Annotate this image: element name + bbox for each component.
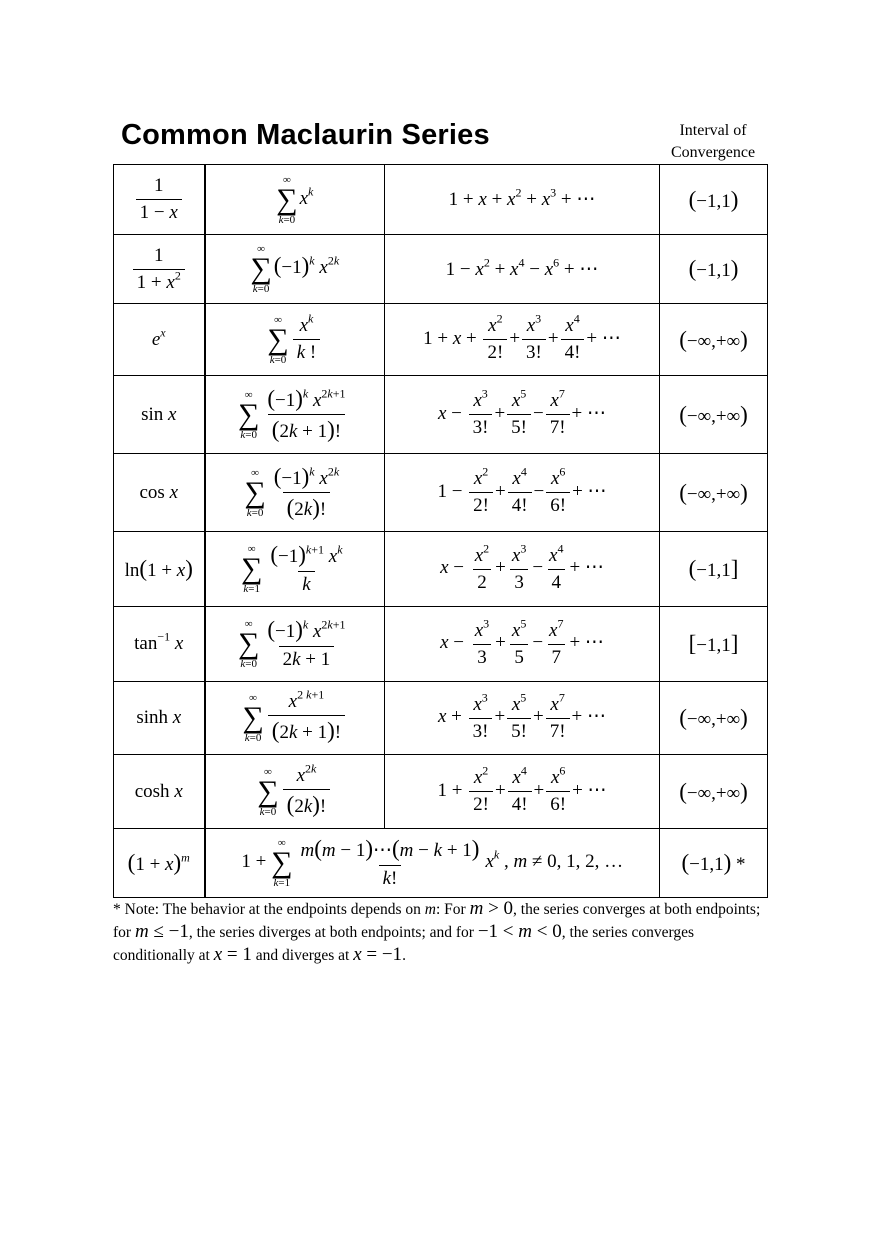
function-cell: cosh x <box>114 755 205 829</box>
expansion-cell: x − $\frac{x^3}{3}$ + $\frac{x^5}{5}$ − $\frac{x^7}{7}$ + ⋯ <box>385 607 660 682</box>
function-cell: $e^x$ <box>114 304 205 376</box>
table-row <box>114 376 768 454</box>
interval-column-header: Interval of Convergence <box>670 122 756 161</box>
expansion-cell: x + $\frac{x^3}{3!}$ + $\frac{x^5}{5!}$ + $\frac{x^7}{7!}$ + ⋯ <box>385 682 660 755</box>
function-cell: sinh x <box>114 682 205 755</box>
table-row <box>114 607 768 682</box>
function-cell: $\frac{1}{1 + x^2}$ <box>114 235 205 304</box>
binomial-series-cell: 1 + ∞ ∑ k=1 $\frac{m(m - 1)\cdots(m - k + 1)}{k!}$ $x^k$ , m ≠ 0, 1, 2, … <box>205 829 660 898</box>
table-row <box>114 454 768 532</box>
endpoint-note: * Note: The behavior at the endpoints depends on m: For m > 0, the series converges at both endpoints; for m ≤ −1, the series diverges at both endpoints; and for −1 < m < 0, the series converges conditionally at x = 1 and diverges at x = −1. <box>113 898 761 965</box>
interval-cell: [−1,1] <box>660 607 768 682</box>
function-cell: $(1 + x)^m$ <box>114 829 205 898</box>
sigma-cell: ∞ ∑ k=0 $x^k$ <box>205 165 385 235</box>
table-row <box>114 532 768 607</box>
function-cell: sin x <box>114 376 205 454</box>
expansion-cell: 1 + $\frac{x^2}{2!}$ + $\frac{x^4}{4!}$ + $\frac{x^6}{6!}$ + ⋯ <box>385 755 660 829</box>
sigma-cell: ∞ ∑ k=0 $\frac{x^{2k}}{(2k)!}$ <box>205 755 385 829</box>
function-cell: ln(1 + x) <box>114 532 205 607</box>
sigma-cell: ∞ ∑ k=0 $\frac{(-1)^k x^{2k}}{(2k)!}$ <box>205 454 385 532</box>
sigma-cell: ∞ ∑ k=0 $\frac{x^{2 k+1}}{(2k + 1)!}$ <box>205 682 385 755</box>
sigma-cell: ∞ ∑ k=0 $\frac{x^k}{k !}$ <box>205 304 385 376</box>
expansion-cell: 1 + x + $\frac{x^2}{2!}$ + $\frac{x^3}{3!}$ + $\frac{x^4}{4!}$ + ⋯ <box>385 304 660 376</box>
interval-cell: (−∞,+∞) <box>660 304 768 376</box>
table-row <box>114 682 768 755</box>
table-row <box>114 235 768 304</box>
expansion-cell: $1 + x + x^2 + x^3$ + ⋯ <box>385 165 660 235</box>
function-cell: $\tan^{-1} x$ <box>114 607 205 682</box>
function-cell: $\frac{1}{1 - x}$ <box>114 165 205 235</box>
interval-cell: (−1,1) <box>660 235 768 304</box>
interval-cell: (−∞,+∞) <box>660 454 768 532</box>
expansion-cell: x − $\frac{x^3}{3!}$ + $\frac{x^5}{5!}$ − $\frac{x^7}{7!}$ + ⋯ <box>385 376 660 454</box>
interval-cell: (−1,1] <box>660 532 768 607</box>
interval-cell: (−∞,+∞) <box>660 682 768 755</box>
interval-cell: (−∞,+∞) <box>660 755 768 829</box>
sigma-cell: ∞ ∑ k=1 $\frac{(-1)^{k+1} x^k}{k}$ <box>205 532 385 607</box>
sigma-cell: ∞ ∑ k=0 $\frac{(-1)^k x^{2k+1}}{2k + 1}$ <box>205 607 385 682</box>
expansion-cell: x − $\frac{x^2}{2}$ + $\frac{x^3}{3}$ − $\frac{x^4}{4}$ + ⋯ <box>385 532 660 607</box>
sigma-cell: ∞ ∑ k=0 $\frac{(-1)^k x^{2k+1}}{(2k + 1)!}$ <box>205 376 385 454</box>
table-row <box>114 755 768 829</box>
interval-cell: (−1,1) * <box>660 829 768 898</box>
maclaurin-series-table <box>113 164 768 898</box>
table-row <box>114 829 768 898</box>
table-row <box>114 304 768 376</box>
interval-cell: (−∞,+∞) <box>660 376 768 454</box>
sigma-cell: ∞ ∑ k=0 $(-1)^k$ $x^{2k}$ <box>205 235 385 304</box>
expansion-cell: $1 - x^2 + x^4 - x^6$ + ⋯ <box>385 235 660 304</box>
table-row <box>114 165 768 235</box>
function-cell: cos x <box>114 454 205 532</box>
page-title: Common Maclaurin Series <box>121 119 490 151</box>
interval-cell: (−1,1) <box>660 165 768 235</box>
expansion-cell: 1 − $\frac{x^2}{2!}$ + $\frac{x^4}{4!}$ − $\frac{x^6}{6!}$ + ⋯ <box>385 454 660 532</box>
